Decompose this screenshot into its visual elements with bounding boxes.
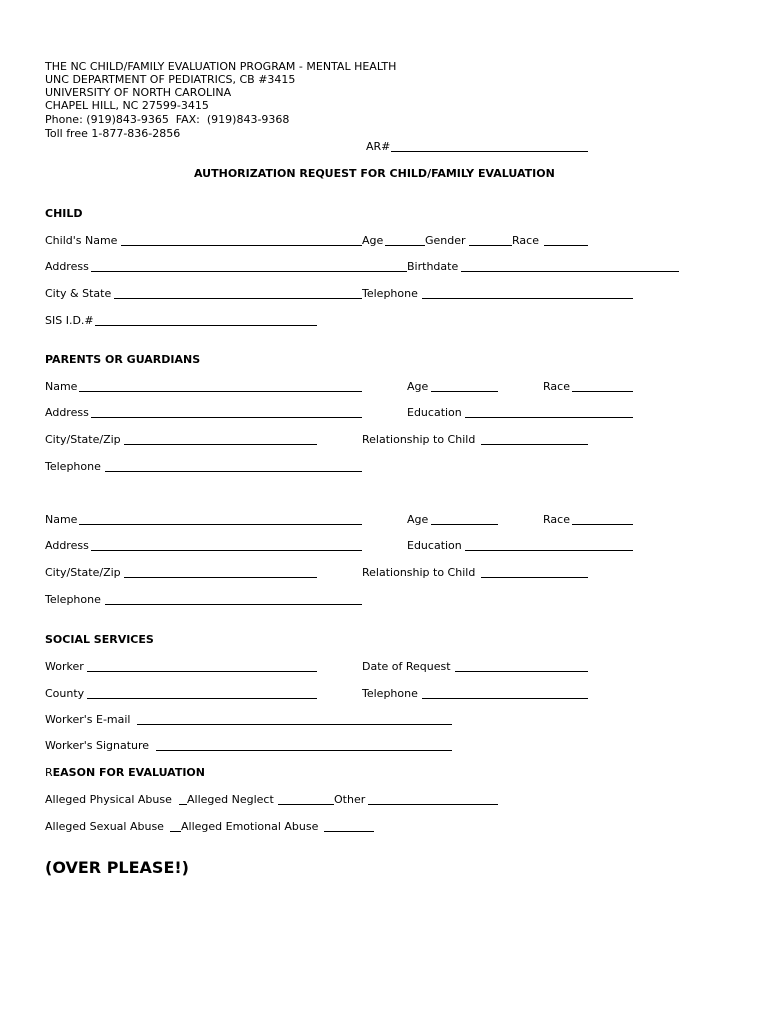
parent1-address-label: Address	[45, 406, 89, 419]
parent2-name-label: Name	[45, 513, 78, 526]
parent2-address-field[interactable]	[91, 550, 362, 551]
child-age-label: Age	[362, 234, 384, 247]
child-name-field[interactable]	[121, 245, 362, 246]
child-city-state-field[interactable]	[114, 298, 362, 299]
child-race-label: Race	[512, 234, 539, 247]
physical-abuse-label: Alleged Physical Abuse	[45, 793, 172, 806]
toll-free: Toll free 1-877-836-2856	[45, 127, 181, 140]
other-label: Other	[334, 793, 366, 806]
parent2-relationship-label: Relationship to Child	[362, 566, 476, 579]
university-name: UNIVERSITY OF NORTH CAROLINA	[45, 86, 232, 99]
worker-signature-field[interactable]	[156, 750, 452, 751]
child-birthdate-label: Birthdate	[407, 260, 459, 273]
child-gender-label: Gender	[425, 234, 466, 247]
child-heading: CHILD	[45, 207, 83, 220]
child-gender-field[interactable]	[469, 245, 512, 246]
parent1-telephone-field[interactable]	[105, 471, 362, 472]
parent1-telephone-label: Telephone	[45, 460, 101, 473]
parent2-name-field[interactable]	[79, 524, 362, 525]
worker-field[interactable]	[87, 671, 317, 672]
parent1-city-field[interactable]	[124, 444, 317, 445]
worker-email-label: Worker's E-mail	[45, 713, 131, 726]
child-age-field[interactable]	[385, 245, 425, 246]
county-field[interactable]	[87, 698, 317, 699]
child-race-field[interactable]	[544, 245, 588, 246]
other-field[interactable]	[368, 804, 498, 805]
ar-label: AR#	[366, 140, 391, 153]
parent1-address-field[interactable]	[91, 417, 362, 418]
neglect-label: Alleged Neglect	[187, 793, 274, 806]
parent2-education-field[interactable]	[465, 550, 633, 551]
social-services-heading: SOCIAL SERVICES	[45, 633, 154, 646]
reason-heading-rest: EASON FOR EVALUATION	[52, 766, 205, 779]
parent2-relationship-field[interactable]	[481, 577, 588, 578]
parent1-age-label: Age	[407, 380, 429, 393]
child-telephone-field[interactable]	[422, 298, 633, 299]
worker-signature-label: Worker's Signature	[45, 739, 150, 752]
parent1-race-label: Race	[543, 380, 570, 393]
program-name: THE NC CHILD/FAMILY EVALUATION PROGRAM - MENTAL HEALTH	[45, 60, 397, 73]
parent2-telephone-label: Telephone	[45, 593, 101, 606]
worker-label: Worker	[45, 660, 84, 673]
social-telephone-label: Telephone	[362, 687, 418, 700]
parent1-education-label: Education	[407, 406, 462, 419]
department-name: UNC DEPARTMENT OF PEDIATRICS, CB #3415	[45, 73, 296, 86]
parent1-name-label: Name	[45, 380, 78, 393]
child-birthdate-field[interactable]	[461, 271, 679, 272]
sexual-abuse-field[interactable]	[170, 831, 181, 832]
county-label: County	[45, 687, 85, 700]
child-city-state-label: City & State	[45, 287, 112, 300]
social-telephone-field[interactable]	[422, 698, 588, 699]
parents-heading: PARENTS OR GUARDIANS	[45, 353, 201, 366]
child-telephone-label: Telephone	[362, 287, 418, 300]
ar-number-field[interactable]	[391, 151, 588, 152]
parent1-name-field[interactable]	[79, 391, 362, 392]
parent1-relationship-field[interactable]	[481, 444, 588, 445]
parent1-relationship-label: Relationship to Child	[362, 433, 476, 446]
parent1-education-field[interactable]	[465, 417, 633, 418]
sis-id-field[interactable]	[95, 325, 317, 326]
child-address-field[interactable]	[91, 271, 407, 272]
emotional-abuse-field[interactable]	[324, 831, 374, 832]
parent2-race-field[interactable]	[572, 524, 633, 525]
sis-id-label: SIS I.D.#	[45, 314, 94, 327]
city-address: CHAPEL HILL, NC 27599-3415	[45, 99, 209, 112]
reason-heading	[45, 766, 205, 779]
parent2-city-label: City/State/Zip	[45, 566, 121, 579]
parent2-race-label: Race	[543, 513, 570, 526]
parent2-age-label: Age	[407, 513, 429, 526]
parent1-race-field[interactable]	[572, 391, 633, 392]
parent1-age-field[interactable]	[431, 391, 498, 392]
phone-fax: Phone: (919)843-9365 FAX: (919)843-9368	[45, 113, 290, 126]
child-name-label: Child's Name	[45, 234, 118, 247]
date-of-request-label: Date of Request	[362, 660, 451, 673]
physical-abuse-field[interactable]	[179, 804, 187, 805]
over-please-note: (OVER PLEASE!)	[45, 858, 189, 877]
sexual-abuse-label: Alleged Sexual Abuse	[45, 820, 164, 833]
date-of-request-field[interactable]	[455, 671, 588, 672]
parent2-age-field[interactable]	[431, 524, 498, 525]
emotional-abuse-label: Alleged Emotional Abuse	[181, 820, 319, 833]
parent2-telephone-field[interactable]	[105, 604, 362, 605]
worker-email-field[interactable]	[137, 724, 452, 725]
form-title: AUTHORIZATION REQUEST FOR CHILD/FAMILY EVALUATION	[194, 167, 555, 180]
parent1-city-label: City/State/Zip	[45, 433, 121, 446]
reason-heading-initial: R	[45, 766, 53, 779]
neglect-field[interactable]	[278, 804, 334, 805]
parent2-city-field[interactable]	[124, 577, 317, 578]
child-address-label: Address	[45, 260, 89, 273]
parent2-education-label: Education	[407, 539, 462, 552]
parent2-address-label: Address	[45, 539, 89, 552]
